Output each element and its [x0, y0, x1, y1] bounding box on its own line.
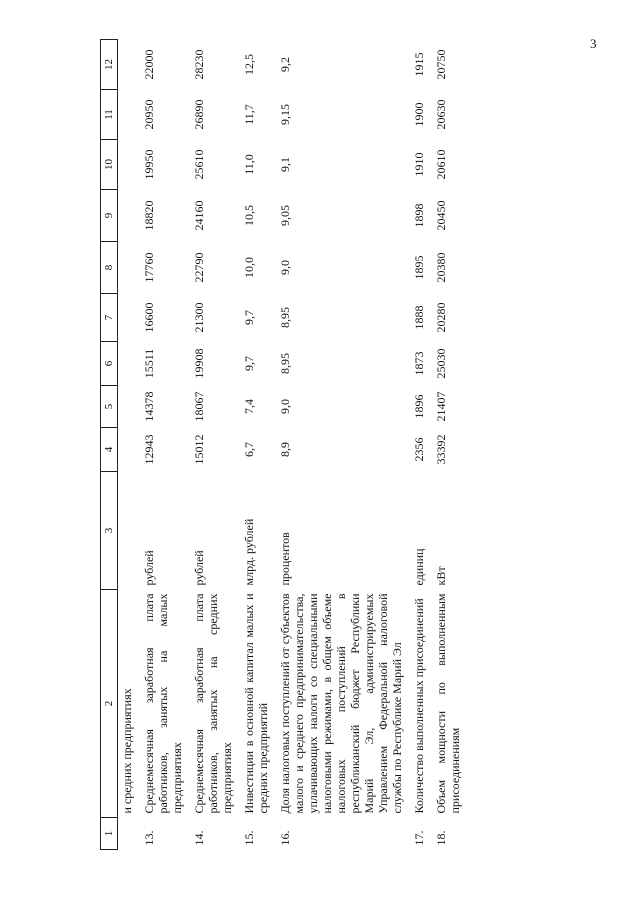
value-cell: 1898 [412, 203, 426, 228]
value-cell: 12943 [142, 434, 156, 465]
value-cell: 9,7 [242, 310, 256, 325]
header-cell: 6 [101, 342, 118, 386]
value-cell: 19950 [142, 149, 156, 180]
value-cell: 20450 [434, 200, 448, 231]
header-cell: 8 [101, 242, 118, 294]
table-row [428, 40, 464, 850]
indicator-name: Объем мощности по выполненным присоединениям [434, 593, 462, 814]
value-cell: 14378 [142, 391, 156, 422]
value-cell: 20380 [434, 252, 448, 283]
table-row [136, 40, 186, 850]
value-cell: 9,1 [278, 157, 292, 172]
header-cell: 11 [101, 90, 118, 140]
value-cell: 20750 [434, 49, 448, 80]
value-cell: 8,9 [278, 442, 292, 457]
continuation-row [118, 40, 137, 850]
value-cell: 16600 [142, 302, 156, 333]
value-cell: 22000 [142, 49, 156, 80]
value-cell: 9,05 [278, 205, 292, 226]
value-cell: 1896 [412, 394, 426, 419]
header-cell: 2 [101, 590, 118, 818]
value-cell: 18820 [142, 200, 156, 231]
value-cell: 11,0 [242, 154, 256, 175]
row-number: 17. [412, 830, 426, 846]
continuation-text: и средних предприятиях [120, 688, 134, 814]
value-cell: 1873 [412, 351, 426, 376]
header-cell: 4 [101, 428, 118, 472]
row-number: 13. [142, 830, 156, 846]
value-cell: 20950 [142, 99, 156, 130]
header-cell: 12 [101, 40, 118, 90]
value-cell: 20280 [434, 302, 448, 333]
header-cell: 7 [101, 294, 118, 342]
value-cell: 7,4 [242, 399, 256, 414]
value-cell: 28230 [192, 49, 206, 80]
value-cell: 9,15 [278, 104, 292, 125]
row-number: 14. [192, 830, 206, 846]
value-cell: 10,0 [242, 257, 256, 278]
value-cell: 24160 [192, 200, 206, 231]
value-cell: 1888 [412, 305, 426, 330]
header-cell: 3 [101, 472, 118, 590]
value-cell: 8,95 [278, 307, 292, 328]
value-cell: 9,0 [278, 260, 292, 275]
unit: млрд. рублей [242, 518, 256, 586]
value-cell: 15012 [192, 434, 206, 465]
value-cell: 25610 [192, 149, 206, 180]
value-cell: 8,95 [278, 353, 292, 374]
value-cell: 20610 [434, 149, 448, 180]
value-cell: 9,2 [278, 57, 292, 72]
value-cell: 15511 [142, 348, 156, 379]
value-cell: 10,5 [242, 205, 256, 226]
value-cell: 25030 [434, 348, 448, 379]
value-cell: 18067 [192, 391, 206, 422]
table-row [272, 40, 406, 850]
value-cell: 20630 [434, 99, 448, 130]
value-cell: 21300 [192, 302, 206, 333]
value-cell: 1915 [412, 52, 426, 77]
header-cell: 9 [101, 190, 118, 242]
row-number: 18. [434, 830, 448, 846]
value-cell: 1900 [412, 102, 426, 127]
value-cell: 11,7 [242, 104, 256, 125]
unit: процентов [278, 532, 292, 586]
unit: рублей [142, 550, 156, 586]
unit: кВт [434, 566, 448, 586]
row-number: 15. [242, 830, 256, 846]
value-cell: 2356 [412, 437, 426, 462]
table-row [236, 40, 272, 850]
value-cell: 22790 [192, 252, 206, 283]
value-cell: 1910 [412, 152, 426, 177]
value-cell: 12,5 [242, 54, 256, 75]
value-cell: 9,0 [278, 399, 292, 414]
indicators-table [100, 39, 464, 850]
value-cell: 26890 [192, 99, 206, 130]
value-cell: 33392 [434, 434, 448, 465]
indicator-name: Доля налоговых поступлений от субъектов малого и среднего предпринимательства, уплачивающих налоги со специальными налоговыми режимами, в общем объеме налоговых поступлений в республиканский бюджет Республики Марий Эл, администрируемых Управлением Федеральной налоговой службы по Республике Марий Эл [278, 593, 404, 814]
unit: рублей [192, 550, 206, 586]
header-cell: 10 [101, 140, 118, 190]
table-row [186, 40, 236, 850]
header-cell: 1 [101, 818, 118, 850]
value-cell: 1895 [412, 255, 426, 280]
value-cell: 9,7 [242, 356, 256, 371]
table-row [406, 40, 428, 850]
header-row [101, 40, 118, 850]
value-cell: 6,7 [242, 442, 256, 457]
page-number: 3 [590, 36, 597, 51]
row-number: 16. [278, 830, 292, 846]
value-cell: 17760 [142, 252, 156, 283]
value-cell: 21407 [434, 391, 448, 422]
value-cell: 19908 [192, 348, 206, 379]
indicator-name: Среднемесячная заработная плата работников, занятых на малых предприятиях [142, 593, 184, 814]
indicator-name: Среднемесячная заработная плата работников, занятых на средних предприятиях [192, 593, 234, 814]
indicator-name: Количество выполненных присоединений [412, 598, 426, 814]
unit: единиц [412, 548, 426, 586]
header-cell: 5 [101, 386, 118, 428]
rotated-table-container [100, 40, 570, 850]
indicator-name: Инвестиции в основной капитал малых и средних предприятий [242, 593, 270, 814]
